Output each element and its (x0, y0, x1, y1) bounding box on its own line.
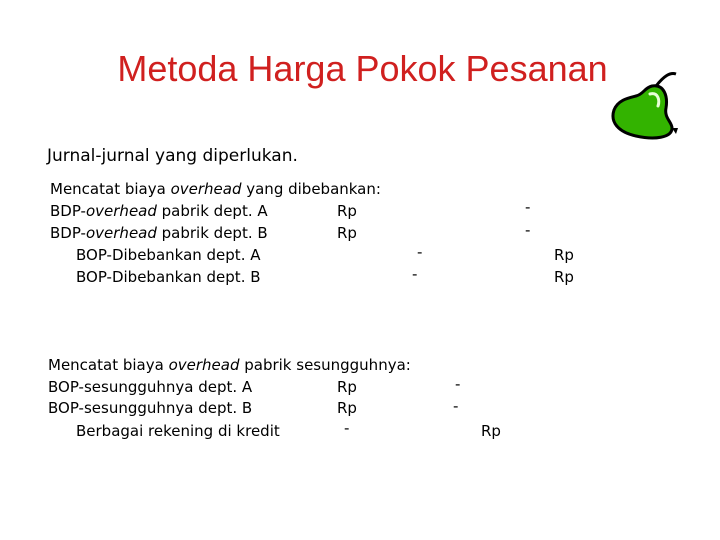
journal1-row4-label: BOP-Dibebankan dept. B (76, 268, 261, 286)
journal1-row1-debit: - (525, 198, 531, 216)
journal2-row1-debit: - (455, 375, 461, 393)
journal1-row4-credit: - (412, 265, 418, 283)
journal1-row2-label: BDP-overhead pabrik dept. B (50, 224, 268, 242)
journal1-row3-credit-rp: Rp (554, 246, 574, 264)
journal1-row2-debit: - (525, 221, 531, 239)
journal1-heading: Mencatat biaya overhead yang dibebankan: (50, 180, 381, 198)
journal1-row2-rp: Rp (337, 224, 357, 242)
journal1-row3-credit: - (417, 243, 423, 261)
journal2-heading: Mencatat biaya overhead pabrik sesungguhnya: (48, 356, 411, 374)
journal2-row1-rp: Rp (337, 378, 357, 396)
journal2-row2-rp: Rp (337, 399, 357, 417)
journal2-row2-debit: - (453, 397, 459, 415)
journal2-row2-label: BOP-sesungguhnya dept. B (48, 399, 253, 417)
journal1-row1-rp: Rp (337, 202, 357, 220)
journal1-row3-label: BOP-Dibebankan dept. A (76, 246, 261, 264)
slide-title: Metoda Harga Pokok Pesanan (117, 48, 608, 89)
journal2-row3-label: Berbagai rekening di kredit (76, 422, 280, 440)
journal1-row4-credit-rp: Rp (554, 268, 574, 286)
pear-icon (606, 68, 682, 142)
journal1-row1-label: BDP-overhead pabrik dept. A (50, 202, 268, 220)
journal2-row3-dash: - (344, 419, 350, 437)
journal2-row1-label: BOP-sesungguhnya dept. A (48, 378, 253, 396)
journal2-row3-credit-rp: Rp (481, 422, 501, 440)
slide-subtitle: Jurnal-jurnal yang diperlukan. (47, 146, 298, 166)
